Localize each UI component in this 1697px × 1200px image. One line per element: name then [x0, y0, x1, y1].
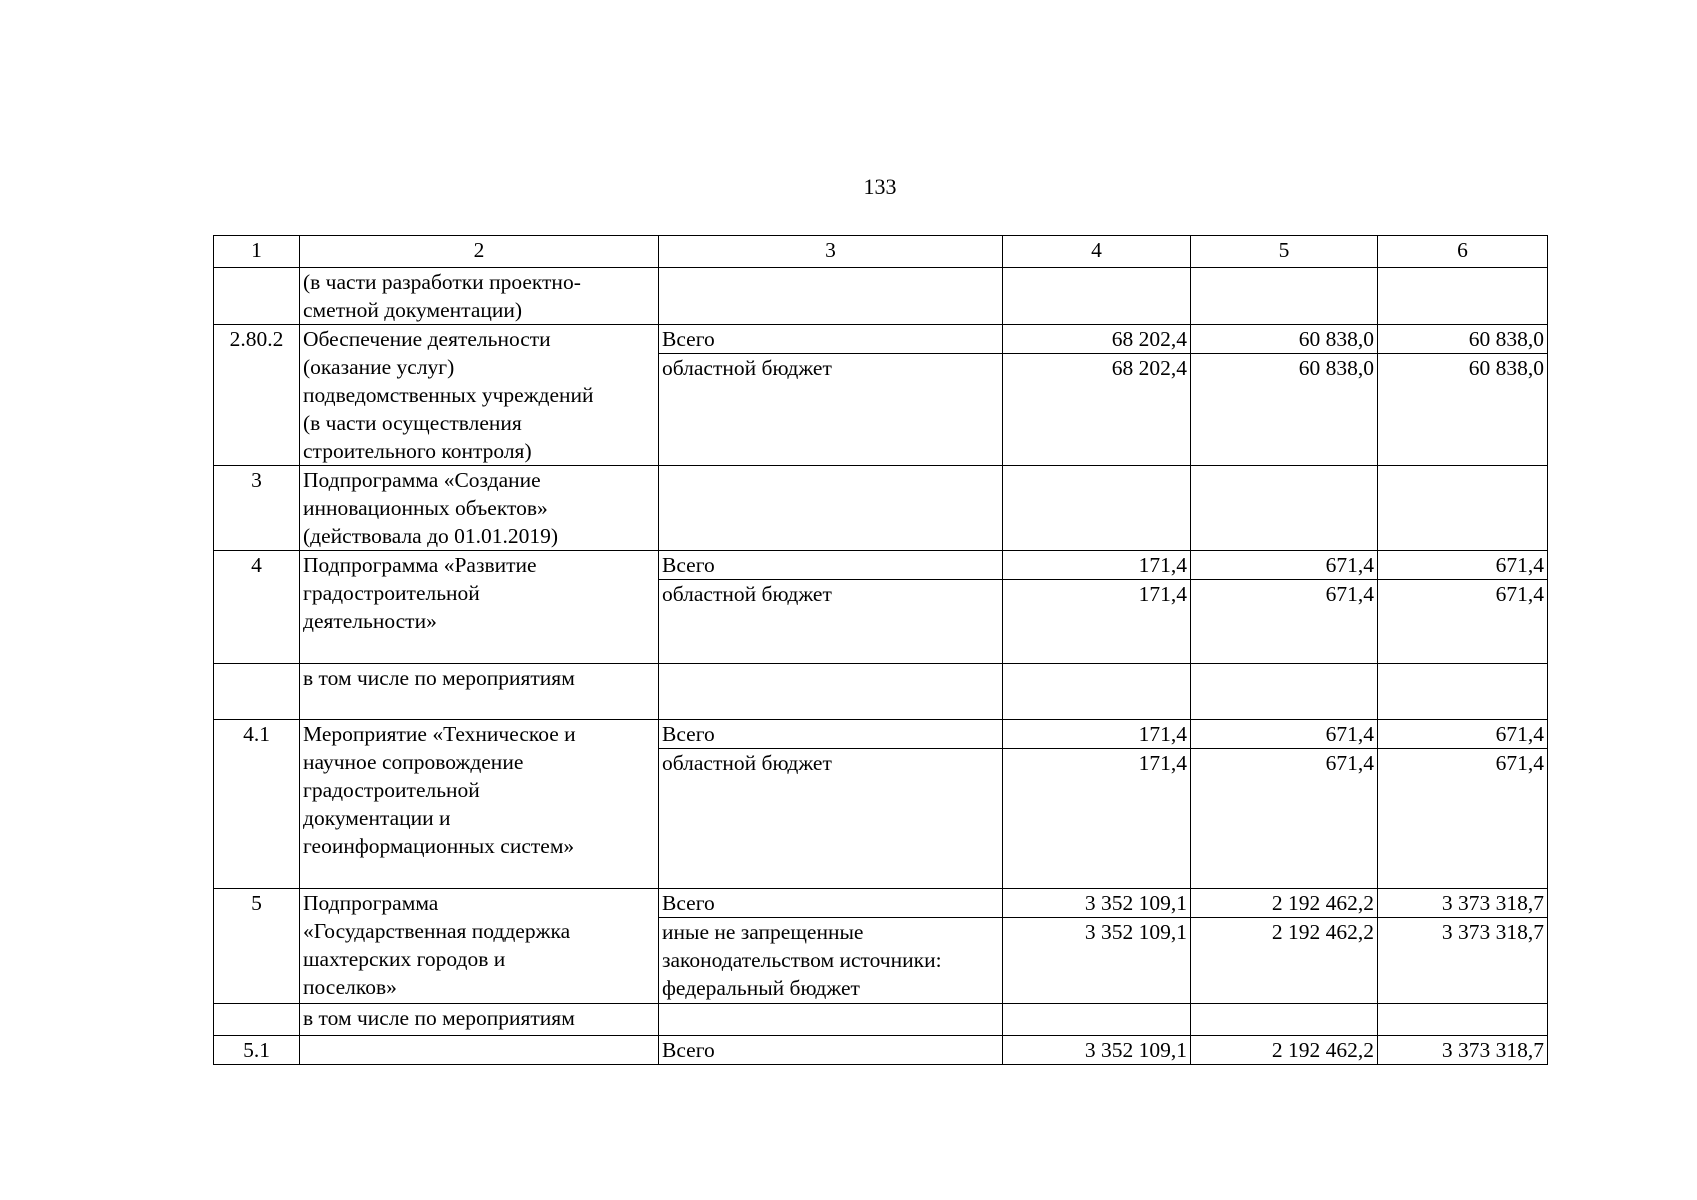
value-col-6: 671,4	[1378, 580, 1548, 664]
table-row	[214, 889, 1548, 918]
row-name	[300, 466, 659, 551]
row-name	[300, 325, 659, 466]
row-name-line: (в части разработки проектно-	[303, 270, 581, 294]
column-header: 6	[1378, 236, 1548, 268]
row-number: 4	[214, 551, 300, 664]
value-col-5: 671,4	[1191, 749, 1378, 889]
page-number: 133	[863, 174, 897, 199]
funding-source: областной бюджет	[659, 354, 1003, 466]
funding-source: Всего	[659, 889, 1003, 918]
value-col-4: 3 352 109,1	[1003, 889, 1191, 918]
row-name	[300, 551, 659, 664]
value-col-5: 60 838,0	[1191, 354, 1378, 466]
value-col-6: 3 373 318,7	[1378, 889, 1548, 918]
row-name-line: сметной документации)	[303, 298, 523, 322]
row-name-line: документации и	[303, 806, 451, 830]
value-col-6: 671,4	[1378, 551, 1548, 580]
row-name-line: научное сопровождение	[303, 750, 524, 774]
value-col-6: 60 838,0	[1378, 325, 1548, 354]
funding-source: Всего	[659, 1036, 1003, 1065]
value-col-6: 671,4	[1378, 749, 1548, 889]
value-col-6: 3 373 318,7	[1378, 918, 1548, 1004]
column-header: 3	[659, 236, 1003, 268]
funding-source	[659, 918, 1003, 1004]
value-col-5: 60 838,0	[1191, 325, 1378, 354]
value-col-4: 3 352 109,1	[1003, 1036, 1191, 1065]
row-name-line: (действовала до 01.01.2019)	[303, 524, 559, 548]
funding-source-line: иные не запрещенные	[662, 920, 864, 944]
row-number: 4.1	[214, 720, 300, 889]
row-name	[300, 1004, 659, 1036]
row-name-line: инновационных объектов»	[303, 496, 548, 520]
table-row	[214, 1004, 1548, 1036]
table-row	[214, 268, 1548, 325]
funding-source: Всего	[659, 551, 1003, 580]
value-col-5: 2 192 462,2	[1191, 918, 1378, 1004]
table-row	[214, 720, 1548, 749]
value-col-4: 171,4	[1003, 749, 1191, 889]
row-name-line: Обеспечение деятельности	[303, 327, 551, 351]
funding-source-line: законодательством источники:	[662, 948, 942, 972]
budget-table	[213, 235, 1548, 1065]
value-col-4: 171,4	[1003, 720, 1191, 749]
value-col-5: 2 192 462,2	[1191, 889, 1378, 918]
value-col-4: 171,4	[1003, 551, 1191, 580]
row-name	[300, 268, 659, 325]
funding-source: областной бюджет	[659, 580, 1003, 664]
row-number: 5.1	[214, 1036, 300, 1065]
row-number: 2.80.2	[214, 325, 300, 466]
row-name-line: (оказание услуг)	[303, 355, 455, 379]
column-header: 5	[1191, 236, 1378, 268]
row-name-line: поселков»	[303, 975, 397, 999]
value-col-4: 171,4	[1003, 580, 1191, 664]
value-col-4: 68 202,4	[1003, 354, 1191, 466]
row-name-line: Мероприятие «Техническое и	[303, 722, 576, 746]
table-row	[214, 325, 1548, 354]
table-row	[214, 466, 1548, 551]
column-header: 1	[214, 236, 300, 268]
row-name-line: «Государственная поддержка	[303, 919, 571, 943]
row-number	[214, 664, 300, 720]
funding-source: областной бюджет	[659, 749, 1003, 889]
row-name-line: в том числе по мероприятиям	[303, 1006, 575, 1030]
row-number	[214, 1004, 300, 1036]
value-col-5: 671,4	[1191, 720, 1378, 749]
table-row	[214, 1036, 1548, 1065]
funding-source-line: федеральный бюджет	[662, 976, 860, 1000]
row-name-line: строительного контроля)	[303, 439, 532, 463]
row-name-line: геоинформационных систем»	[303, 834, 575, 858]
value-col-5: 671,4	[1191, 580, 1378, 664]
row-name-line: Подпрограмма	[303, 891, 439, 915]
row-name	[300, 664, 659, 720]
column-header: 4	[1003, 236, 1191, 268]
row-name-line: градостроительной	[303, 778, 480, 802]
row-name	[300, 720, 659, 889]
row-name-line: в том числе по мероприятиям	[303, 666, 575, 690]
table-row	[214, 664, 1548, 720]
value-col-6: 60 838,0	[1378, 354, 1548, 466]
column-header: 2	[300, 236, 659, 268]
table-row	[214, 551, 1548, 580]
row-number	[214, 268, 300, 325]
row-number: 3	[214, 466, 300, 551]
row-name-line: Подпрограмма «Развитие	[303, 553, 537, 577]
row-name-line: шахтерских городов и	[303, 947, 506, 971]
value-col-5: 671,4	[1191, 551, 1378, 580]
row-name-line: градостроительной	[303, 581, 480, 605]
funding-source: Всего	[659, 325, 1003, 354]
row-name	[300, 1036, 659, 1065]
value-col-4: 3 352 109,1	[1003, 918, 1191, 1004]
row-name-line: (в части осуществления	[303, 411, 522, 435]
funding-source: Всего	[659, 720, 1003, 749]
row-name-line: деятельности»	[303, 609, 437, 633]
row-name-line: подведомственных учреждений	[303, 383, 594, 407]
value-col-6: 3 373 318,7	[1378, 1036, 1548, 1065]
value-col-5: 2 192 462,2	[1191, 1036, 1378, 1065]
row-number: 5	[214, 889, 300, 1004]
row-name	[300, 889, 659, 1004]
row-name-line: Подпрограмма «Создание	[303, 468, 541, 492]
header-row	[214, 236, 1548, 268]
value-col-4: 68 202,4	[1003, 325, 1191, 354]
value-col-6: 671,4	[1378, 720, 1548, 749]
